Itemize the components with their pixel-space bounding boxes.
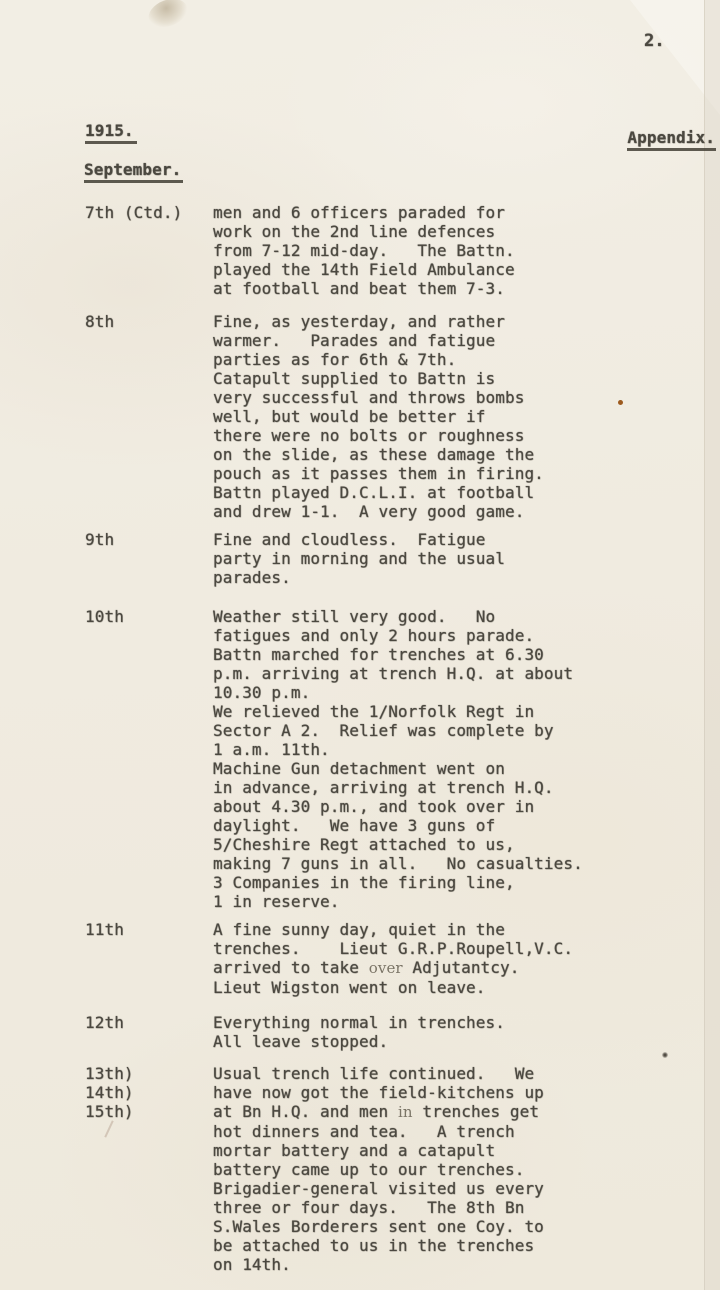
entry-line (213, 549, 645, 568)
text-segment: Battn marched for trenches at 6.30 (213, 645, 544, 664)
entry-line (213, 920, 645, 939)
text-segment: on the slide, as these damage the (213, 445, 535, 464)
text-segment: trenches get (412, 1102, 540, 1121)
text-segment: hot dinners and tea. A trench (213, 1122, 515, 1141)
entry-line (213, 1217, 645, 1236)
entry-line (213, 388, 645, 407)
text-segment: arrived to take (213, 958, 369, 977)
text-segment: at football and beat them 7-3. (213, 279, 505, 298)
entry-body (213, 607, 645, 911)
text-segment: played the 14th Field Ambulance (213, 260, 515, 279)
text-segment: 3 Companies in the firing line, (213, 873, 515, 892)
inserted-word: in (397, 1103, 413, 1121)
text-segment: have now got the field-kitchens up (213, 1083, 544, 1102)
entry-line (213, 939, 645, 958)
text-segment: 5/Cheshire Regt attached to us, (213, 835, 515, 854)
text-segment: and drew 1-1. A very good game. (213, 502, 525, 521)
entry-line (213, 797, 645, 816)
entry-line (213, 683, 645, 702)
text-segment: Adjutantcy. (402, 958, 520, 977)
entry-line (213, 1122, 645, 1141)
text-segment: We relieved the 1/Norfolk Regt in (213, 702, 535, 721)
text-segment: in advance, arriving at trench H.Q. (213, 778, 554, 797)
entry-date: 11th (85, 920, 124, 939)
entry-date: 9th (85, 530, 115, 549)
entry-body (213, 920, 645, 997)
text-segment: S.Wales Borderers sent one Coy. to (213, 1217, 544, 1236)
month-heading: September. (84, 160, 183, 183)
text-segment: at Bn H.Q. and men (213, 1102, 398, 1121)
text-segment: Fine, as yesterday, and rather (213, 312, 505, 331)
entry-line (213, 816, 645, 835)
ink-speck (662, 1052, 668, 1058)
text-segment: be attached to us in the trenches (213, 1236, 535, 1255)
text-segment: well, but would be better if (213, 407, 486, 426)
text-segment: p.m. arriving at trench H.Q. at about (213, 664, 574, 683)
text-segment: Usual trench life continued. We (213, 1064, 535, 1083)
entry-line (213, 759, 645, 778)
entry-line (213, 721, 645, 740)
entry-line (213, 530, 645, 549)
text-segment: Everything normal in trenches. (213, 1013, 505, 1032)
diary-entry (85, 607, 645, 911)
text-segment: Lieut Wigston went on leave. (213, 978, 486, 997)
text-segment: trenches. Lieut G.R.P.Roupell,V.C. (213, 939, 574, 958)
entry-date: 12th (85, 1013, 124, 1032)
text-segment: All leave stopped. (213, 1032, 389, 1051)
entry-line (213, 854, 645, 873)
entry-line (213, 260, 645, 279)
entry-line (213, 1255, 645, 1274)
entry-line (213, 279, 645, 298)
entry-line (213, 1102, 645, 1122)
text-segment: from 7-12 mid-day. The Battn. (213, 241, 515, 260)
text-segment: 1 in reserve. (213, 892, 340, 911)
entry-body (213, 203, 645, 298)
entry-date: 15th) (85, 1102, 134, 1121)
entry-line (213, 626, 645, 645)
entry-line (213, 222, 645, 241)
entry-line (213, 1179, 645, 1198)
entry-line (213, 350, 645, 369)
entry-line (213, 740, 645, 759)
entry-line (213, 835, 645, 854)
entry-date-column (85, 1013, 213, 1051)
entry-date: 10th (85, 607, 124, 626)
entry-date: 8th (85, 312, 115, 331)
entry-line (213, 407, 645, 426)
entry-line (213, 1160, 645, 1179)
text-segment: daylight. We have 3 guns of (213, 816, 496, 835)
diary-entry (85, 1013, 645, 1051)
entry-line (213, 702, 645, 721)
entry-body (213, 1013, 645, 1051)
text-segment: fatigues and only 2 hours parade. (213, 626, 535, 645)
text-segment: A fine sunny day, quiet in the (213, 920, 505, 939)
entry-line (213, 1032, 645, 1051)
entry-line (213, 369, 645, 388)
smudge-mark (145, 0, 191, 32)
entry-line (213, 426, 645, 445)
entry-date-column (85, 1064, 213, 1274)
entry-line (213, 607, 645, 626)
text-segment: 10.30 p.m. (213, 683, 311, 702)
entry-line (213, 445, 645, 464)
text-segment: Weather still very good. No (213, 607, 496, 626)
text-segment: there were no bolts or roughness (213, 426, 525, 445)
text-segment: mortar battery and a catapult (213, 1141, 496, 1160)
entry-line (213, 978, 645, 997)
paper-right-edge (704, 0, 720, 1290)
entry-line (213, 1236, 645, 1255)
text-segment: Brigadier-general visited us every (213, 1179, 544, 1198)
inserted-word: over (368, 959, 403, 977)
appendix-label: Appendix. (627, 128, 716, 151)
entry-line (213, 873, 645, 892)
entry-date-column (85, 920, 213, 997)
entry-line (213, 483, 645, 502)
text-segment: Catapult supplied to Battn is (213, 369, 496, 388)
entry-line (213, 1198, 645, 1217)
entry-line (213, 312, 645, 331)
text-segment: making 7 guns in all. No casualties. (213, 854, 583, 873)
text-segment: battery came up to our trenches. (213, 1160, 525, 1179)
text-segment: party in morning and the usual (213, 549, 505, 568)
entry-body (213, 530, 645, 587)
entry-date-column (85, 607, 213, 911)
entry-line (213, 464, 645, 483)
text-segment: Sector A 2. Relief was complete by (213, 721, 554, 740)
text-segment: three or four days. The 8th Bn (213, 1198, 525, 1217)
entry-line (213, 331, 645, 350)
entry-date-column (85, 312, 213, 521)
entry-line (213, 892, 645, 911)
text-segment: 1 a.m. 11th. (213, 740, 330, 759)
entry-line (213, 1141, 645, 1160)
entry-date: 14th) (85, 1083, 134, 1102)
text-segment: parades. (213, 568, 291, 587)
entry-line (213, 645, 645, 664)
text-segment: pouch as it passes them in firing. (213, 464, 544, 483)
text-segment: about 4.30 p.m., and took over in (213, 797, 535, 816)
text-segment: work on the 2nd line defences (213, 222, 496, 241)
page-number: 2. (644, 31, 665, 51)
entry-date: 13th) (85, 1064, 134, 1083)
entry-body (213, 312, 645, 521)
entry-line (213, 1083, 645, 1102)
diary-entry (85, 530, 645, 587)
entry-line (213, 664, 645, 683)
text-segment: Battn played D.C.L.I. at football (213, 483, 535, 502)
diary-entry (85, 203, 645, 298)
diary-entry (85, 312, 645, 521)
text-segment: Machine Gun detachment went on (213, 759, 505, 778)
text-segment: men and 6 officers paraded for (213, 203, 505, 222)
entry-date-column (85, 203, 213, 298)
diary-entries (85, 203, 645, 1274)
entry-line (213, 778, 645, 797)
text-segment: parties as for 6th & 7th. (213, 350, 457, 369)
entry-line (213, 568, 645, 587)
text-segment: very successful and throws bombs (213, 388, 525, 407)
diary-entry (85, 920, 645, 997)
entry-body (213, 1064, 645, 1274)
text-segment: warmer. Parades and fatigue (213, 331, 496, 350)
year-heading: 1915. (85, 121, 137, 144)
diary-entry (85, 1064, 645, 1274)
entry-line (213, 502, 645, 521)
entry-line (213, 203, 645, 222)
entry-date-column (85, 530, 213, 587)
entry-line (213, 1013, 645, 1032)
text-segment: on 14th. (213, 1255, 291, 1274)
entry-line (213, 958, 645, 978)
entry-line (213, 241, 645, 260)
text-segment: Fine and cloudless. Fatigue (213, 530, 486, 549)
entry-line (213, 1064, 645, 1083)
entry-date: 7th (Ctd.) (85, 203, 183, 222)
